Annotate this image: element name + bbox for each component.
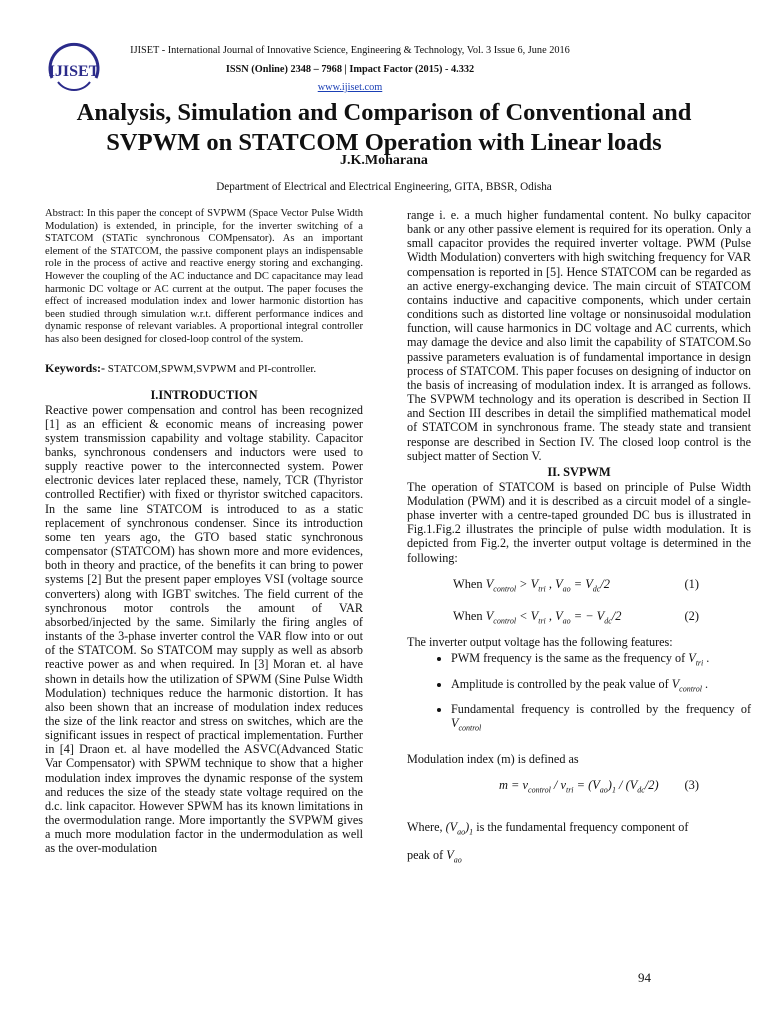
left-column <box>45 208 363 856</box>
keywords <box>45 361 363 376</box>
equation-1: When $V_{control} > V_{tri}$ , $V_{ao} = V_{dc}/2$ (1) <box>453 576 699 594</box>
journal-header: IJISET - International Journal of Innovative Science, Engineering & Technology, Vol. 3 Issue 6, June 2016 <box>130 45 570 56</box>
logo-text: IJISET <box>48 63 100 80</box>
title-line-2: SVPWM on STATCOM Operation with Linear loads <box>106 129 662 156</box>
where-text: Where, $(V_{ao})_1$ is the fundamental frequency component of peak of $V_{ao}$ <box>407 820 689 865</box>
abstract: Abstract: In this paper the concept of SVPWM (Space Vector Pulse Width Modulation) is extended, in principle, for the inverter switching of a STATCOM (STATic synchronous COMpensator). As an important element of the STATCOM, the passive component plays an indispensable role in the process of active and reactive energy storing and exchanging. However the coupling of the AC inductance and DC capacitance may lead harmonic DC voltage or AC current at the output. The paper focuses the effect of increased modulation index and lower harmonic distortion has been studied through simulation w.r.t. different performance indices and dynamic response of relevant variables. A proportional integral controller has also been designed for closed-loop control of the system. <box>45 208 363 345</box>
page-number: 94 <box>638 970 651 985</box>
author: J.K.Moharana <box>340 153 428 168</box>
features-list <box>407 651 751 736</box>
equation-2-number: (2) <box>684 608 699 623</box>
affiliation: Department of Electrical and Electrical Engineering, GITA, BBSR, Odisha <box>216 181 552 193</box>
modulation-index-text: Modulation index (m) is defined as <box>407 752 579 767</box>
keywords-label: Keywords:- <box>45 360 105 375</box>
right-column <box>407 208 751 871</box>
section-2-title: II. SVPWM <box>547 464 611 479</box>
paper-title <box>30 98 738 158</box>
list-item: • PWM frequency is the same as the frequency of $V_{tri}$ . <box>451 651 751 671</box>
keywords-text: STATCOM,SPWM,SVPWM and PI-controller. <box>107 362 317 375</box>
section-1-text: Reactive power compensation and control has been recognized [1] as an efficient & economic means of increasing power system transmission capability and voltage stability. Capacitor banks, synchronous condensers and inductors were used to supply reactive power to the interconnected system. Power electronic devices later replaced these, namely, TCR (Thyristor controlled Rectifier) with fixed or thyristor switched capacitors. In the same line STATCOM is introduced to as a static replacement of synchronous condenser. Since its introduction some ten years ago, the GTO based static synchronous compensator (STATCOM) has shown more and more evidences, both in theory and practice, of the benefits it can bring to power systems [2] But the present paper employes VSI (voltage source converters) along with IGBT switches. The field current of the synchronous motor controls the amount of VAR absorbed/injected by the same. Similarly the firing angles of instants of the 3-phase inverter control the VAR flow into or out of the STATCOM. So STATCOM may supply as well as absorb reactive power as and when required. In [3] Moran et. al have shown in details how the utilization of SPWM (Sine Pulse Width Modulation) techniques reduce the harmonic distortion. It has also been shown that an increase of modulation index reduces the size of the link reactor and stress on switches, which are the significant issues in respect of practical implementation. Further in [4] Draon et. al have modelled the ASVC(Advanced Static Var Compensator) with SPWM technique to show that a higher modulation index improves the dynamic response of the system and reduces the size of the steady state voltage required on the d.c. link capacitor. However SPWM has its known limitations in the overmodulation range. More importantly the SVPWM gives a much more modulation factor in the undermodulation as well as the over-modulation <box>45 402 363 856</box>
equation-2: When $V_{control} < V_{tri}$ , $V_{ao}$ = − $V_{dc}/2$ (2) <box>453 608 699 626</box>
title-line-1: Analysis, Simulation and Comparison of Conventional and <box>76 99 692 126</box>
list-item: • Amplitude is controlled by the peak value of $V_{control}$ . <box>451 677 751 697</box>
equation-3-number: (3) <box>684 778 699 793</box>
equation-3: $m = v_{control} / v_{tri} = (V_{ao})_1 / (V_{dc}/2)$ (3) <box>499 778 699 795</box>
section-2-text: The operation of STATCOM is based on principle of Pulse Width Modulation (PWM) and it is described as a circuit model of a single-phase inverter with a centre-taped grounded DC bus is illustrated in Fig.1.Fig.2 illustrates the principle of pulse width modulation. It is depicted from Fig.2, the inverter output voltage is determined in the following: <box>407 479 751 565</box>
issn-line: ISSN (Online) 2348 – 7968 | Impact Factor (2015) - 4.332 <box>225 64 475 75</box>
section-1-title: I.INTRODUCTION <box>150 387 258 402</box>
list-item: • Fundamental frequency is controlled by the frequency of $V_{control}$ <box>451 702 751 736</box>
equation-1-number: (1) <box>684 576 699 591</box>
journal-url-link[interactable]: www.ijiset.com <box>317 82 383 93</box>
intro-continued-text: range i. e. a much higher fundamental content. No bulky capacitor bank or any other passive element is required for its operation. Only a small capacitor provides the required inverter voltage. PWM (Pulse Width Modulation) converters with high switching frequency for VAR compensation is reported in [5]. Hence STATCOM can be regarded as an active energy-exchanging device. The main circuit of STATCOM contains inductive and capacitive components, which under certain conditions such as distorted line voltage or nonsinusoidal modulation function, will cause harmonics in DC voltage and AC currents, which may damage the device and also limit the capability of STATCOM.So passive parameters evaluation is of fundamental importance in design process of STATCOM. This paper focuses on designing of inductor on the basis of increasing of modulation index. It is arranged as follows. The SVPWM technology and its operation is described in Section II and Section III describes in detail the simplified mathematical model of STATCOM in synchronous frame. The steady state and transient response are described in Section IV. The closed loop control is the subject matter of Section V. <box>407 208 751 463</box>
features-intro: The inverter output voltage has the following features: <box>407 634 673 649</box>
